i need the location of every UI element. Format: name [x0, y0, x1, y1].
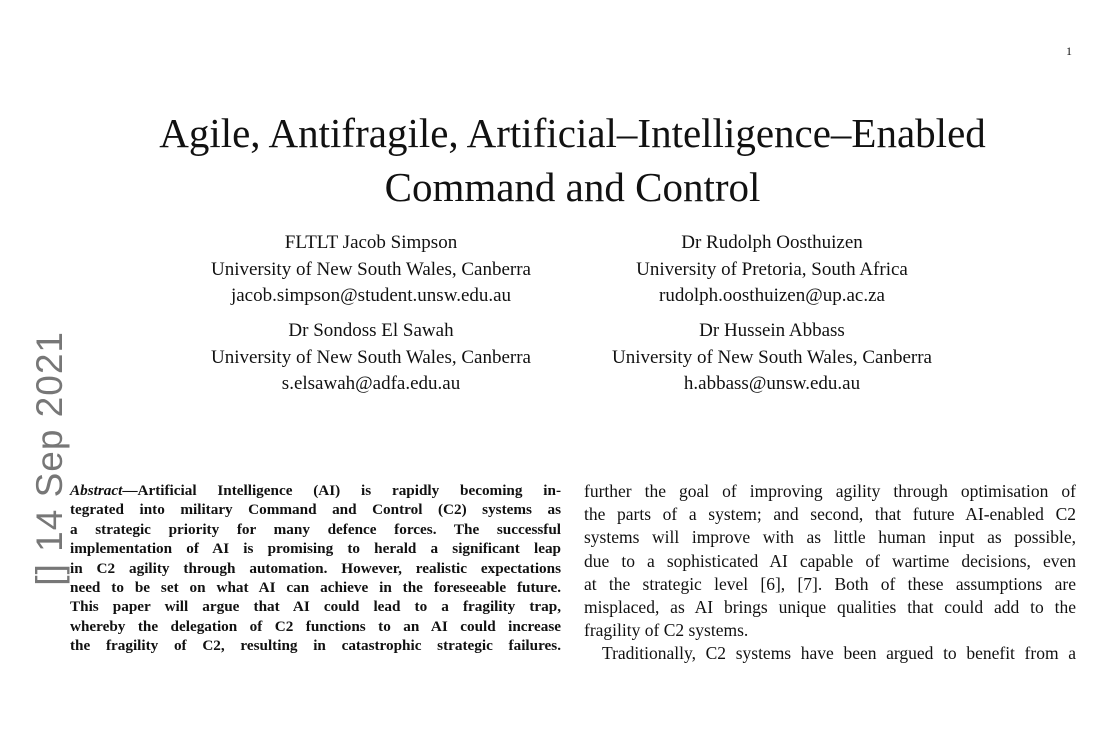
- abstract: [70, 481, 561, 656]
- abstract-line: This paper will argue that AI could lead to a fragility trap,: [70, 598, 561, 616]
- body-line: due to a sophisticated AI capable of wartime decisions, even: [584, 550, 1076, 571]
- abstract-line: Abstract—Artificial Intelligence (AI) is rapidly becoming in-: [70, 482, 561, 499]
- author-name: Dr Hussein Abbass: [699, 320, 845, 341]
- author-affiliation: University of New South Wales, Canberra: [211, 346, 531, 368]
- author-name: Dr Sondoss El Sawah: [288, 320, 454, 341]
- abstract-line: need to be set on what AI can achieve in the foreseeable future.: [70, 579, 561, 597]
- author-affiliation: University of New South Wales, Canberra: [612, 346, 932, 368]
- body-text-column: [584, 480, 1076, 666]
- title-line-2: Command and Control: [384, 164, 761, 210]
- author-email: rudolph.oosthuizen@up.ac.za: [659, 285, 885, 306]
- abstract-label: Abstract: [70, 482, 123, 499]
- author-email: jacob.simpson@student.unsw.edu.au: [230, 285, 512, 306]
- body-line: at the strategic level [6], [7]. Both of these assumptions are: [584, 573, 1076, 594]
- author-block-1: [150, 230, 592, 310]
- page-number: 1: [1066, 44, 1072, 58]
- body-line: Traditionally, C2 systems have been argued to benefit from a: [602, 643, 1076, 664]
- abstract-line: in C2 agility through automation. However, realistic expectations: [70, 559, 561, 577]
- author-block-2: [576, 230, 968, 310]
- abstract-line: the fragility of C2, resulting in catastrophic strategic failures.: [70, 637, 561, 655]
- author-name: Dr Rudolph Oosthuizen: [681, 232, 863, 253]
- body-line: the parts of a system; and second, that future AI-enabled C2: [584, 504, 1076, 525]
- abstract-line: a strategic priority for many defence forces. The successful: [70, 520, 561, 538]
- author-name: FLTLT Jacob Simpson: [284, 232, 458, 253]
- body-line: fragility of C2 systems.: [584, 620, 749, 641]
- abstract-line: implementation of AI is promising to herald a significant leap: [70, 540, 561, 558]
- arxiv-stamp: [] 14 Sep 2021: [29, 331, 70, 586]
- body-line: further the goal of improving agility through optimisation of: [584, 481, 1076, 501]
- author-block-3: [150, 318, 592, 398]
- author-block-4: [576, 318, 968, 398]
- author-email: s.elsawah@adfa.edu.au: [281, 373, 461, 394]
- title-line-1: Agile, Antifragile, Artificial–Intelligence–Enabled: [159, 110, 986, 156]
- abstract-line: whereby the delegation of C2 functions to an AI could increase: [70, 617, 561, 635]
- paper-title: [60, 106, 1085, 214]
- body-line: systems will improve with as little human input as possible,: [584, 527, 1076, 548]
- author-affiliation: University of Pretoria, South Africa: [636, 258, 908, 280]
- body-line: misplaced, as AI brings unique qualities that could add to the: [584, 597, 1076, 618]
- author-email: h.abbass@unsw.edu.au: [683, 373, 861, 394]
- abstract-line: tegrated into military Command and Control (C2) systems as: [70, 501, 561, 519]
- author-affiliation: University of New South Wales, Canberra: [211, 258, 531, 280]
